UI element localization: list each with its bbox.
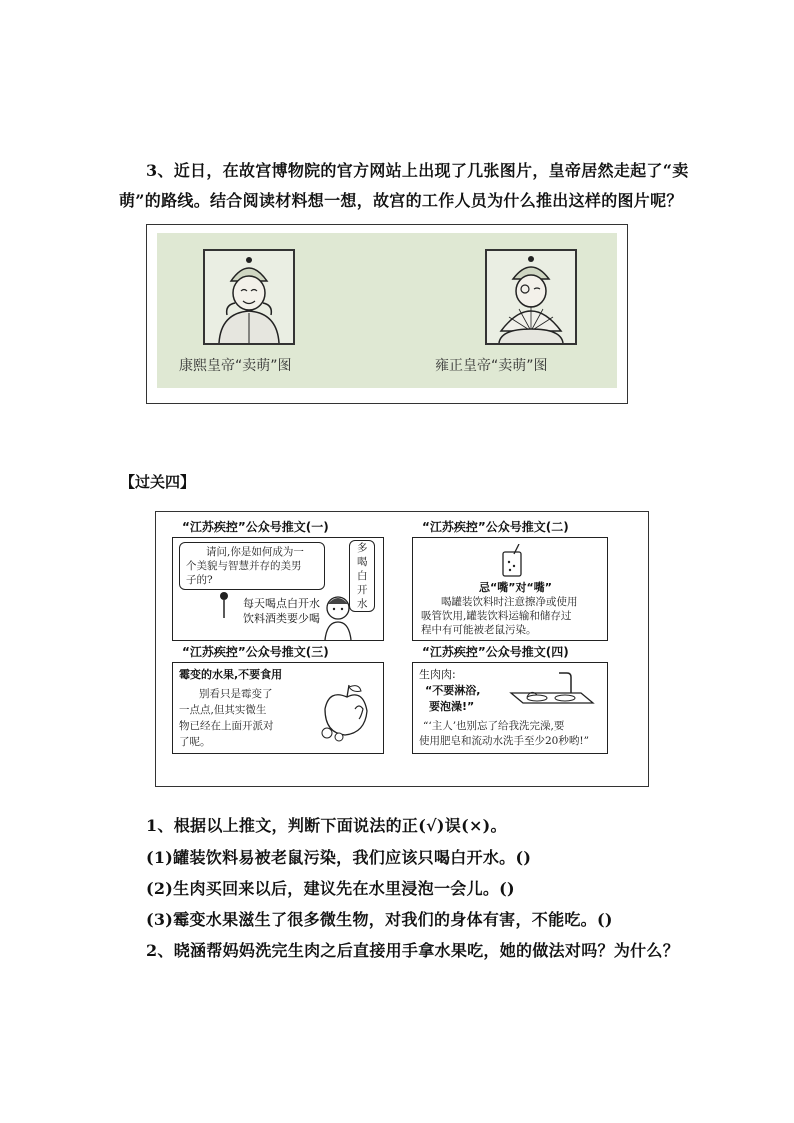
emperor-figure bbox=[146, 224, 628, 404]
post-1-title: “江苏疾控”公众号推文(一) bbox=[182, 520, 329, 534]
emperor-figure-panel bbox=[157, 233, 617, 388]
posts-figure bbox=[155, 511, 649, 787]
post-3-line-3: 物已经在上面开派对 bbox=[179, 720, 274, 732]
yongzheng-caption: 雍正皇帝“卖萌”图 bbox=[435, 358, 548, 374]
post-4-line-1: “‘主人’也别忘了给我洗完澡,要 bbox=[423, 720, 565, 732]
post-3-panel bbox=[172, 662, 384, 754]
post-1-bubble-line-3: 子的? bbox=[186, 574, 213, 586]
statement-1: (1)罐装饮料易被老鼠污染，我们应该只喝白开水。() bbox=[146, 848, 532, 867]
post-3-line-4: 了呢。 bbox=[179, 736, 211, 748]
section-title: 【过关四】 bbox=[120, 473, 196, 491]
post-4-quote-line-1: “不要淋浴, bbox=[425, 684, 481, 697]
post-1-answer-line-1: 每天喝点白开水 bbox=[243, 597, 320, 610]
post-2-line-3: 程中有可能被老鼠污染。 bbox=[421, 624, 537, 636]
post-2-panel bbox=[412, 537, 608, 641]
statement-3: (3)霉变水果滋生了很多微生物，对我们的身体有害，不能吃。() bbox=[146, 910, 613, 929]
post-1-vertical-char-4: 开 bbox=[357, 584, 368, 596]
sink-icon bbox=[507, 671, 597, 715]
post-3-title: “江苏疾控”公众号推文(三) bbox=[182, 645, 329, 659]
post-1-vertical-char-3: 白 bbox=[357, 570, 368, 582]
post-4-quote-line-2: 要泡澡!” bbox=[429, 700, 475, 713]
post-3-line-2: 一点点,但其实微生 bbox=[179, 704, 267, 716]
post-1-vertical-char-5: 水 bbox=[357, 598, 368, 610]
kangxi-caption: 康熙皇帝“卖萌”图 bbox=[179, 358, 292, 374]
kangxi-illustration bbox=[203, 249, 295, 345]
post-2-title: “江苏疾控”公众号推文(二) bbox=[422, 520, 569, 534]
microphone-icon bbox=[217, 590, 231, 620]
question-1: 1、根据以上推文，判断下面说法的正(√)误(×)。 bbox=[146, 816, 507, 835]
post-2-line-2: 吸管饮用,罐装饮料运输和储存过 bbox=[421, 610, 572, 622]
post-1-bubble-line-1: 请问,你是如何成为一 bbox=[206, 546, 304, 558]
yongzheng-illustration bbox=[485, 249, 577, 345]
kangxi-emperor-icon bbox=[205, 251, 293, 343]
question-3-line-2: 萌”的路线。结合阅读材料想一想，故宫的工作人员为什么推出这样的图片呢？ bbox=[119, 191, 683, 210]
question-2: 2、晓涵帮妈妈洗完生肉之后直接用手拿水果吃，她的做法对吗？为什么？ bbox=[146, 941, 680, 960]
boy-icon bbox=[323, 594, 353, 640]
moldy-apple-icon bbox=[319, 681, 375, 743]
post-1-answer-line-2: 饮料酒类要少喝 bbox=[243, 612, 320, 625]
post-2-heading: 忌“嘴”对“嘴” bbox=[479, 581, 552, 594]
post-1-vertical-char-2: 喝 bbox=[357, 556, 368, 568]
question-3-line-1: 3、近日，在故宫博物院的官方网站上出现了几张图片，皇帝居然走起了“卖 bbox=[146, 161, 689, 180]
yongzheng-emperor-icon bbox=[487, 251, 575, 343]
statement-2: (2)生肉买回来以后，建议先在水里浸泡一会儿。() bbox=[146, 879, 515, 898]
post-4-title: “江苏疾控”公众号推文(四) bbox=[422, 645, 569, 659]
post-3-line-1: 别看只是霉变了 bbox=[199, 688, 273, 700]
post-1-vertical-char-1: 多 bbox=[357, 542, 368, 554]
post-4-panel bbox=[412, 662, 608, 754]
post-3-heading: 霉变的水果,不要食用 bbox=[179, 668, 283, 681]
drink-can-icon bbox=[501, 544, 523, 578]
post-1-bubble-line-2: 个美貌与智慧并存的美男 bbox=[186, 560, 302, 572]
post-1-question-bubble bbox=[179, 542, 325, 590]
post-1-panel bbox=[172, 537, 384, 641]
post-2-line-1: 喝罐装饮料时注意擦净或使用 bbox=[441, 596, 578, 608]
post-4-heading: 生肉肉: bbox=[419, 668, 456, 681]
post-4-line-2: 使用肥皂和流动水洗手至少20秒哟!” bbox=[419, 735, 589, 747]
